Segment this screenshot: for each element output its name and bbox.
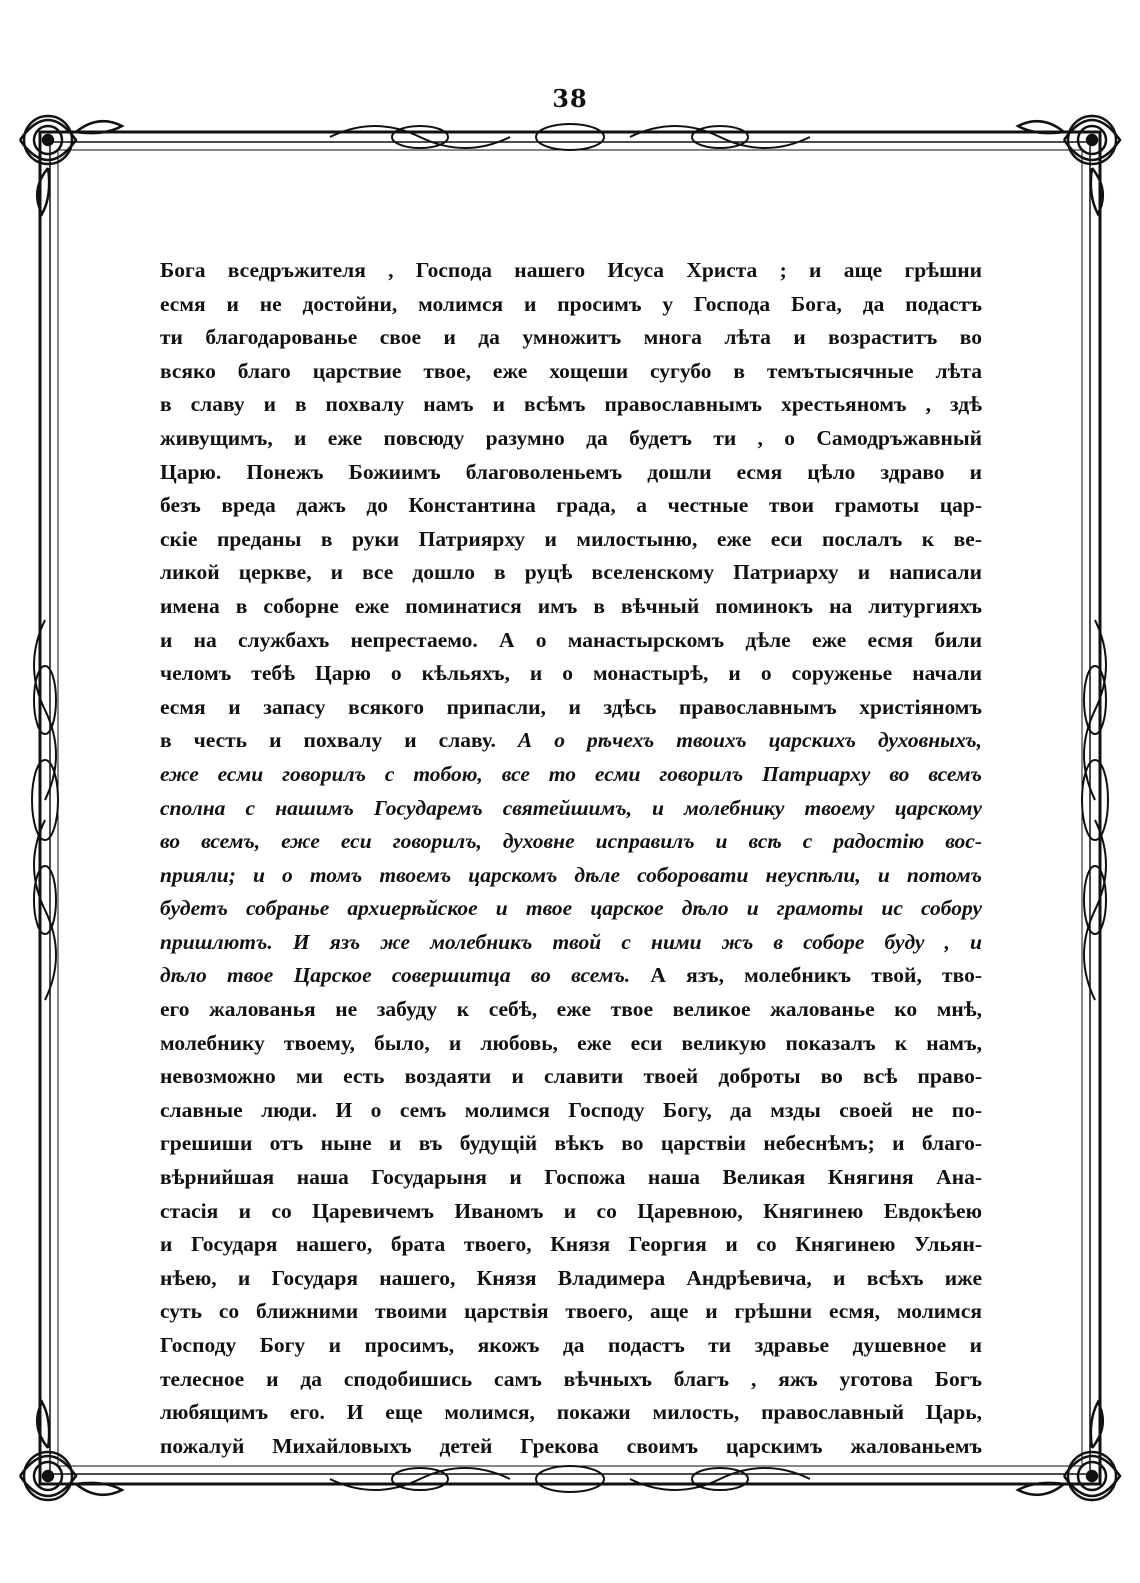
text-line: любящимъ его. И еще молимся, покажи милость, православный Царь, <box>160 1400 982 1425</box>
text-line: скіе преданы в руки Патриярху и милостыню, еже еси послалъ к ве- <box>160 526 982 551</box>
text-line: еже есми говорилъ с тобою, все то есми говорилъ Патриарху во всемъ <box>160 761 982 786</box>
corner-ornament-bottom-left <box>20 1402 122 1500</box>
text-line: славные люди. И о семъ молимся Господу Богу, да мзды своей не по- <box>160 1097 982 1122</box>
corner-ornament-top-right <box>1018 116 1120 214</box>
text-line: невозможно ми есть воздаяти и славити твоей доброты во всѣ право- <box>160 1064 982 1089</box>
text-line: телесное и да сподобишись самъ вѣчныхъ благъ , яжъ уготова Богъ <box>160 1366 982 1391</box>
text-line: пожалуй Михайловыхъ детей Грекова своимъ царскимъ жалованьемъ <box>160 1433 982 1458</box>
edge-ornament-left <box>32 620 58 1000</box>
text-line: живущимъ, и еже повсюду разумно да будетъ ти , о Самодръжавный <box>160 425 982 450</box>
text-line: всяко благо царствие твое, еже хощеши сугубо в темътысячные лѣта <box>160 358 982 383</box>
text-line: есмя и запасу всякого припасли, и здѣсь православнымъ христiяномъ <box>160 694 982 719</box>
text-line: ликой церкве, и все дошло в руцѣ вселенскому Патриарху и написали <box>160 560 982 585</box>
text-line: Бога вседръжителя , Господа нашего Исуса Христа ; и аще грѣшни <box>160 258 982 282</box>
text-line: Господу Богу и просимъ, якожъ да подастъ ти здравье душевное и <box>160 1333 982 1357</box>
body-text <box>160 254 982 1463</box>
text-line: ти благодарованье свое и да умножитъ многа лѣта и возраститъ во <box>160 325 982 350</box>
text-line: есмя и не достойни, молимся и просимъ у Господа Бога, да подастъ <box>160 291 982 316</box>
text-line: суть со ближними твоими царствія твоего, аще и грѣшни есмя, молимся <box>160 1299 982 1324</box>
text-line: челомъ тебѣ Царю о кѣльяхъ, и о монастырѣ, и о соруженье начали <box>160 661 982 686</box>
edge-ornament-right <box>1082 620 1108 1000</box>
text-line: в славу и в похвалу намъ и всѣмъ православнымъ хрестьяномъ , здѣ <box>160 392 982 417</box>
text-line: в честь и похвалу и славу. А о рѣчехъ твоихъ царскихъ духовныхъ, <box>160 728 982 753</box>
text-line: нѣею, и Государя нашего, Князя Владимера Андрѣевича, и всѣхъ иже <box>160 1265 982 1290</box>
text-line: и на службахъ непрестаемо. А о манастырскомъ дѣле еже есмя били <box>160 627 982 652</box>
text-line: его жалованья не забуду к себѣ, еже твое великое жалованье ко мнѣ, <box>160 997 982 1022</box>
text-line: грешиши отъ ныне и въ будущiй вѣкъ во царствiи небеснѣмъ; и благо- <box>160 1131 982 1156</box>
edge-ornament-top <box>330 124 810 150</box>
text-line: вѣрнийшая наша Государыня и Госпожа наша Великая Княгиня Ана- <box>160 1165 982 1190</box>
text-line: будетъ собранье архиерѣйское и твое царское дѣло и грамоты ис собору <box>160 896 982 921</box>
text-line: молебнику твоему, было, и любовь, еже еси великую показалъ к намъ, <box>160 1030 982 1055</box>
text-line: стасія и со Царевичемъ Иваномъ и со Царевною, Княгинею Евдокѣею <box>160 1198 982 1223</box>
text-line: и Государя нашего, брата твоего, Князя Георгия и со Княгинею Ульян- <box>160 1232 982 1257</box>
corner-ornament-top-left <box>20 116 122 214</box>
text-line: имена в соборне еже поминатися имъ в вѣчный поминокъ на литургияхъ <box>160 593 982 618</box>
text-line: дѣло твое Царское совершитца во всемъ. А язъ, молебникъ твой, тво- <box>160 963 982 988</box>
text-line: прияли; и о томъ твоемъ царскомъ дѣле соборовати неуспѣли, и потомъ <box>160 862 982 887</box>
text-line: во всемъ, еже еси говорилъ, духовне исправилъ и всѣ с радостiю вос- <box>160 829 982 854</box>
edge-ornament-bottom <box>330 1466 810 1492</box>
text-line: сполна с нашимъ Государемъ святейшимъ, и молебнику твоему царскому <box>160 795 982 820</box>
text-line: пришлютъ. И язъ же молебникъ твой с ними жъ в соборе буду , и <box>160 929 982 954</box>
text-line: безъ вреда дажъ до Константина града, а честные твои грамоты цар- <box>160 493 982 518</box>
page-number: 38 <box>552 84 588 113</box>
corner-ornament-bottom-right <box>1018 1402 1120 1500</box>
text-line: Царю. Понежъ Божиимъ благоволеньемъ дошли есмя цѣло здраво и <box>160 459 982 484</box>
